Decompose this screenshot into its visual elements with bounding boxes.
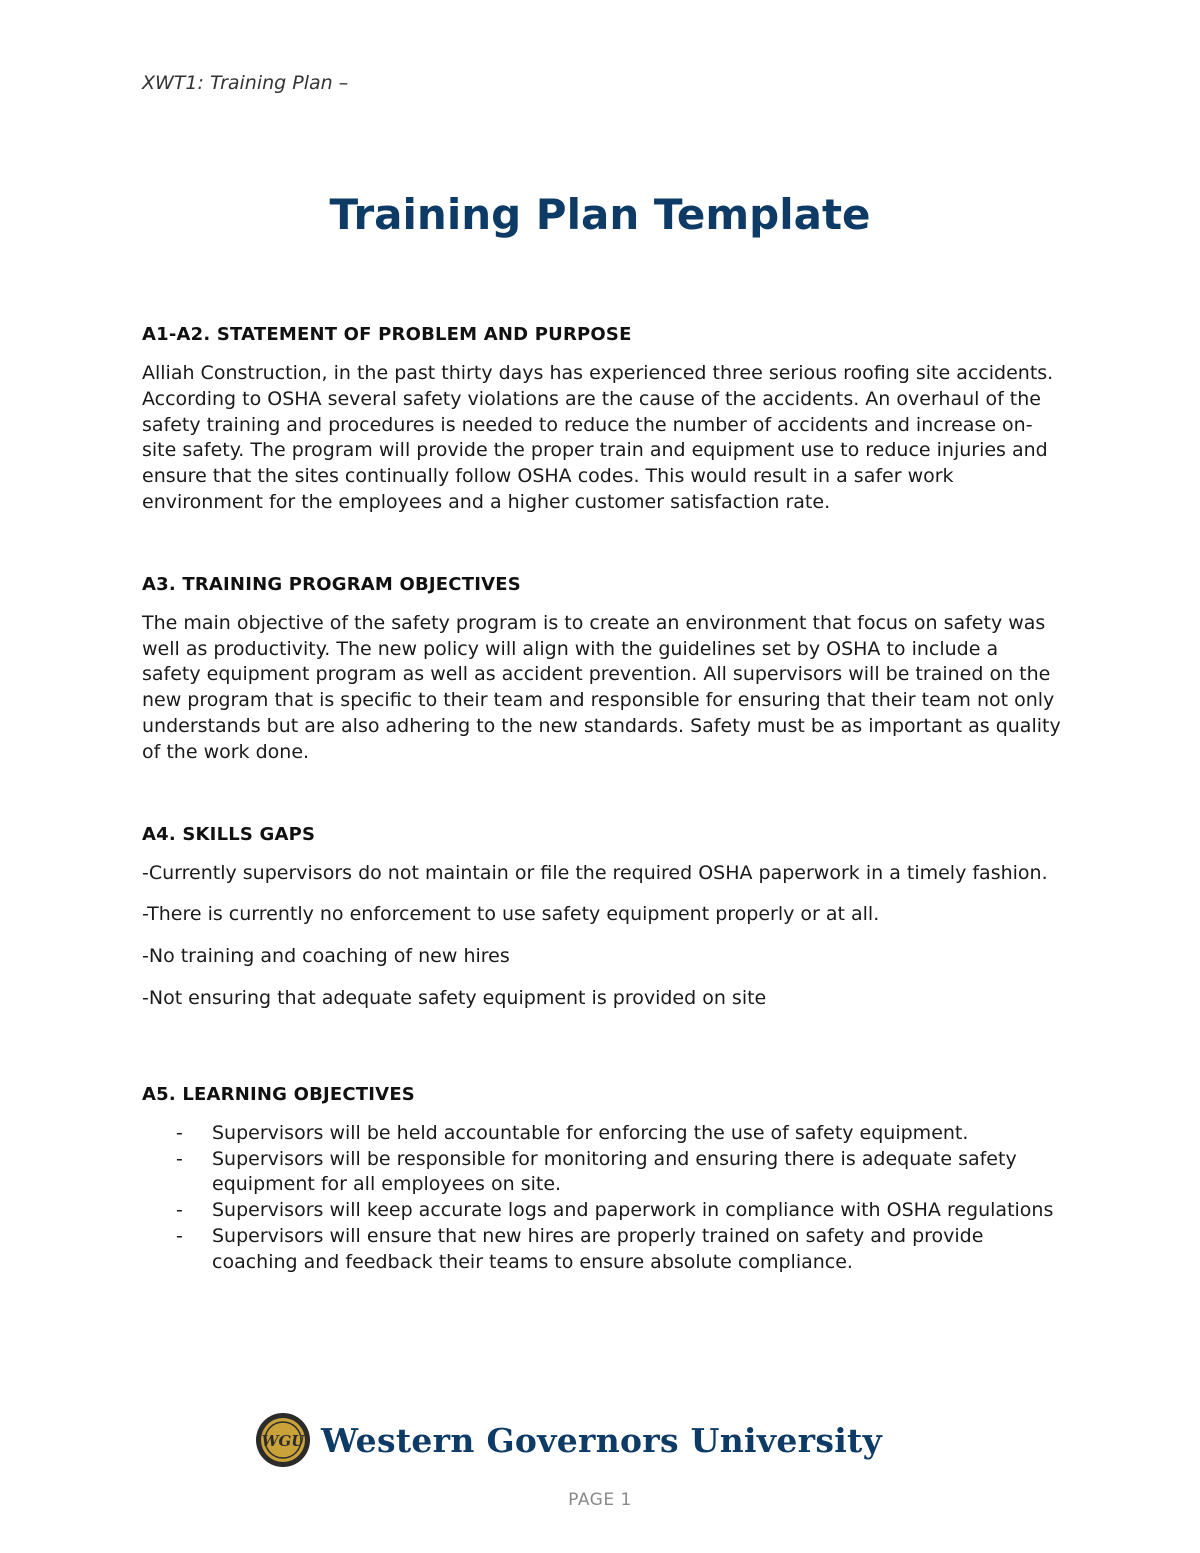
skill-gap-item: -There is currently no enforcement to use safety equipment properly or at all. bbox=[142, 903, 880, 926]
list-bullet: - bbox=[176, 1199, 183, 1222]
section-heading: A1-A2. STATEMENT OF PROBLEM AND PURPOSE bbox=[142, 324, 632, 345]
section-paragraph: The main objective of the safety program is to create an environment that focus on safety was well as productivity. The new policy will align with the guidelines set by OSHA to include a safety equipment program as well as accident prevention. All supervisors will be trained on the new program that is specific to their team and responsible for ensuring that their team not only understands but are also adhering to the new standards. Safety must be as important as quality of the work done. bbox=[142, 611, 1061, 763]
document-body bbox=[142, 324, 1062, 1276]
section-heading: A5. LEARNING OBJECTIVES bbox=[142, 1083, 415, 1105]
skill-gap-item: -Not ensuring that adequate safety equipment is provided on site bbox=[142, 986, 767, 1009]
list-bullet: - bbox=[176, 1224, 183, 1247]
list-bullet: - bbox=[176, 1121, 183, 1144]
section-program-objectives bbox=[142, 574, 1062, 766]
wgu-seal-icon bbox=[255, 1412, 311, 1468]
page-title: Training Plan Template bbox=[329, 190, 871, 239]
running-header: XWT1: Training Plan – bbox=[142, 72, 349, 94]
list-item bbox=[142, 1121, 1062, 1147]
list-item bbox=[142, 1224, 1062, 1276]
section-learning-objectives bbox=[142, 1084, 1062, 1276]
university-logo bbox=[255, 1412, 882, 1468]
list-item-text: Supervisors will keep accurate logs and paperwork in compliance with OSHA regulations bbox=[212, 1199, 1054, 1222]
list-item bbox=[142, 1198, 1062, 1224]
list-item bbox=[142, 1147, 1062, 1199]
list-bullet: - bbox=[176, 1147, 183, 1170]
list-item-text: Supervisors will be responsible for monitoring and ensuring there is adequate safety equipment for all employees on site. bbox=[212, 1147, 1017, 1196]
list-item-text: Supervisors will be held accountable for enforcing the use of safety equipment. bbox=[212, 1121, 969, 1144]
page-number: PAGE 1 bbox=[568, 1490, 632, 1510]
section-paragraph: Alliah Construction, in the past thirty days has experienced three serious roofing site accidents. According to OSHA several safety violations are the cause of the accidents. An overhaul of the safety training and procedures is needed to reduce the number of accidents and increase on-site safety. The program will provide the proper train and equipment use to reduce injuries and ensure that the sites continually follow OSHA codes. This would result in a safer work environment for the employees and a higher customer satisfaction rate. bbox=[142, 362, 1054, 513]
skill-gap-item: -No training and coaching of new hires bbox=[142, 945, 510, 968]
section-problem-purpose bbox=[142, 324, 1062, 516]
list-item-text: Supervisors will ensure that new hires are properly trained on safety and provide coaching and feedback their teams to ensure absolute compliance. bbox=[212, 1224, 984, 1273]
section-skills-gaps bbox=[142, 824, 1062, 1012]
seal-letters: WGU bbox=[261, 1432, 305, 1450]
logo-wordmark: Western Governors University bbox=[321, 1420, 883, 1460]
section-heading: A4. SKILLS GAPS bbox=[142, 823, 316, 845]
section-heading: A3. TRAINING PROGRAM OBJECTIVES bbox=[142, 573, 521, 595]
objective-list bbox=[142, 1121, 1062, 1276]
skill-gap-item: -Currently supervisors do not maintain or file the required OSHA paperwork in a timely fashion. bbox=[142, 861, 1048, 884]
